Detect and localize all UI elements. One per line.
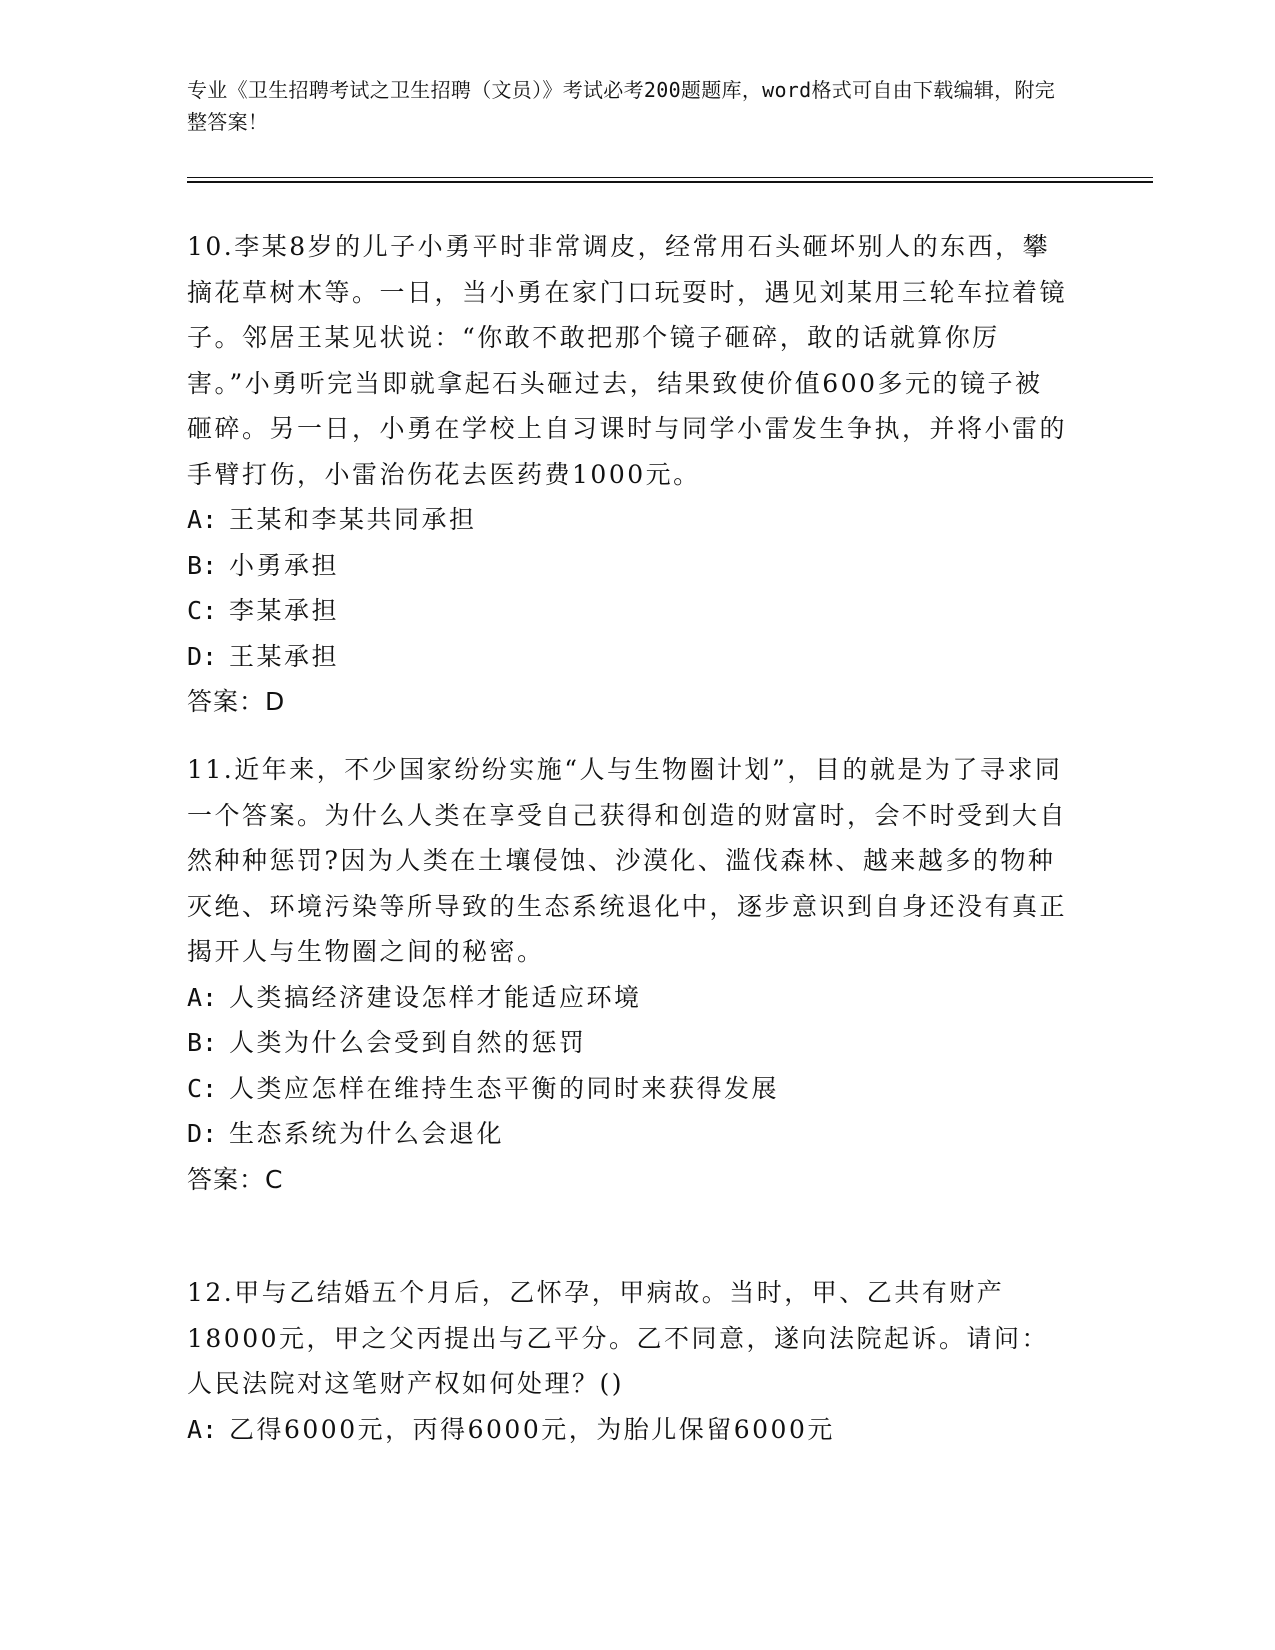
option-key: A: (187, 1414, 218, 1444)
header-divider-thin (187, 177, 1153, 178)
option-a (187, 1407, 1067, 1453)
option-key: A: (187, 505, 218, 534)
option-d (187, 1111, 1067, 1157)
question-stem: 11.近年来，不少国家纷纷实施“人与生物圈计划”，目的就是为了寻求同一个答案。为什么人类在享受自己获得和创造的财富时，会不时受到大自然种种惩罚?因为人类在土壤侵蚀、沙漠化、滥伐森林、越来越多的物种灭绝、环境污染等所导致的生态系统退化中，逐步意识到自身还没有真正揭开人与生物圈之间的秘密。 (187, 755, 1068, 966)
option-a (187, 497, 1067, 543)
option-text: 人类应怎样在维持生态平衡的同时来获得发展 (229, 1073, 780, 1103)
answer-line (187, 679, 1067, 725)
question-stem: 12.甲与乙结婚五个月后，乙怀孕，甲病故。当时，甲、乙共有财产18000元，甲之父丙提出与乙平分。乙不同意，遂向法院起诉。请问：人民法院对这笔财产权如何处理？() (187, 1278, 1050, 1398)
option-c (187, 1066, 1067, 1112)
answer-label: 答案： (187, 1164, 266, 1194)
option-text: 王某承担 (229, 641, 340, 671)
option-text: 李某承担 (229, 596, 340, 625)
option-key: D: (187, 1119, 218, 1148)
option-key: B: (187, 1028, 218, 1057)
option-text: 人类搞经济建设怎样才能适应环境 (229, 982, 642, 1012)
question-11 (187, 747, 1067, 1202)
option-text: 人类为什么会受到自然的惩罚 (229, 1028, 587, 1057)
option-c (187, 588, 1067, 634)
option-key: C: (187, 596, 218, 625)
answer-line (187, 1157, 1067, 1203)
option-key: D: (187, 641, 218, 671)
option-key: B: (187, 550, 218, 580)
question-12 (187, 1270, 1067, 1452)
question-stem: 10.李某8岁的儿子小勇平时非常调皮，经常用石头砸坏别人的东西，攀摘花草树木等。一日，当小勇在家门口玩耍时，遇见刘某用三轮车拉着镜子。邻居王某见状说：“你敢不敢把那个镜子砸碎，敢的话就算你厉害。”小勇听完当即就拿起石头砸过去，结果致使价值600多元的镜子被砸碎。另一日，小勇在学校上自习课时与同学小雷发生争执，并将小雷的手臂打伤，小雷治伤花去医药费1000元。 (187, 232, 1068, 489)
option-text: 小勇承担 (229, 550, 340, 580)
header-divider-thick (187, 181, 1153, 183)
answer-label: 答案： (187, 687, 266, 716)
option-text: 乙得6000元，丙得6000元，为胎儿保留6000元 (229, 1414, 835, 1444)
question-10 (187, 224, 1067, 725)
answer-value: C (265, 1164, 283, 1194)
answer-value: D (265, 687, 285, 716)
option-b (187, 1020, 1067, 1066)
option-key: A: (187, 982, 218, 1012)
option-b (187, 543, 1067, 589)
document-header: 专业《卫生招聘考试之卫生招聘（文员）》考试必考200题题库，word格式可自由下载编辑，附完整答案！ (187, 78, 1056, 134)
option-a (187, 975, 1067, 1021)
option-text: 王某和李某共同承担 (229, 505, 477, 534)
option-text: 生态系统为什么会退化 (229, 1119, 505, 1148)
option-key: C: (187, 1073, 218, 1103)
option-d (187, 634, 1067, 680)
